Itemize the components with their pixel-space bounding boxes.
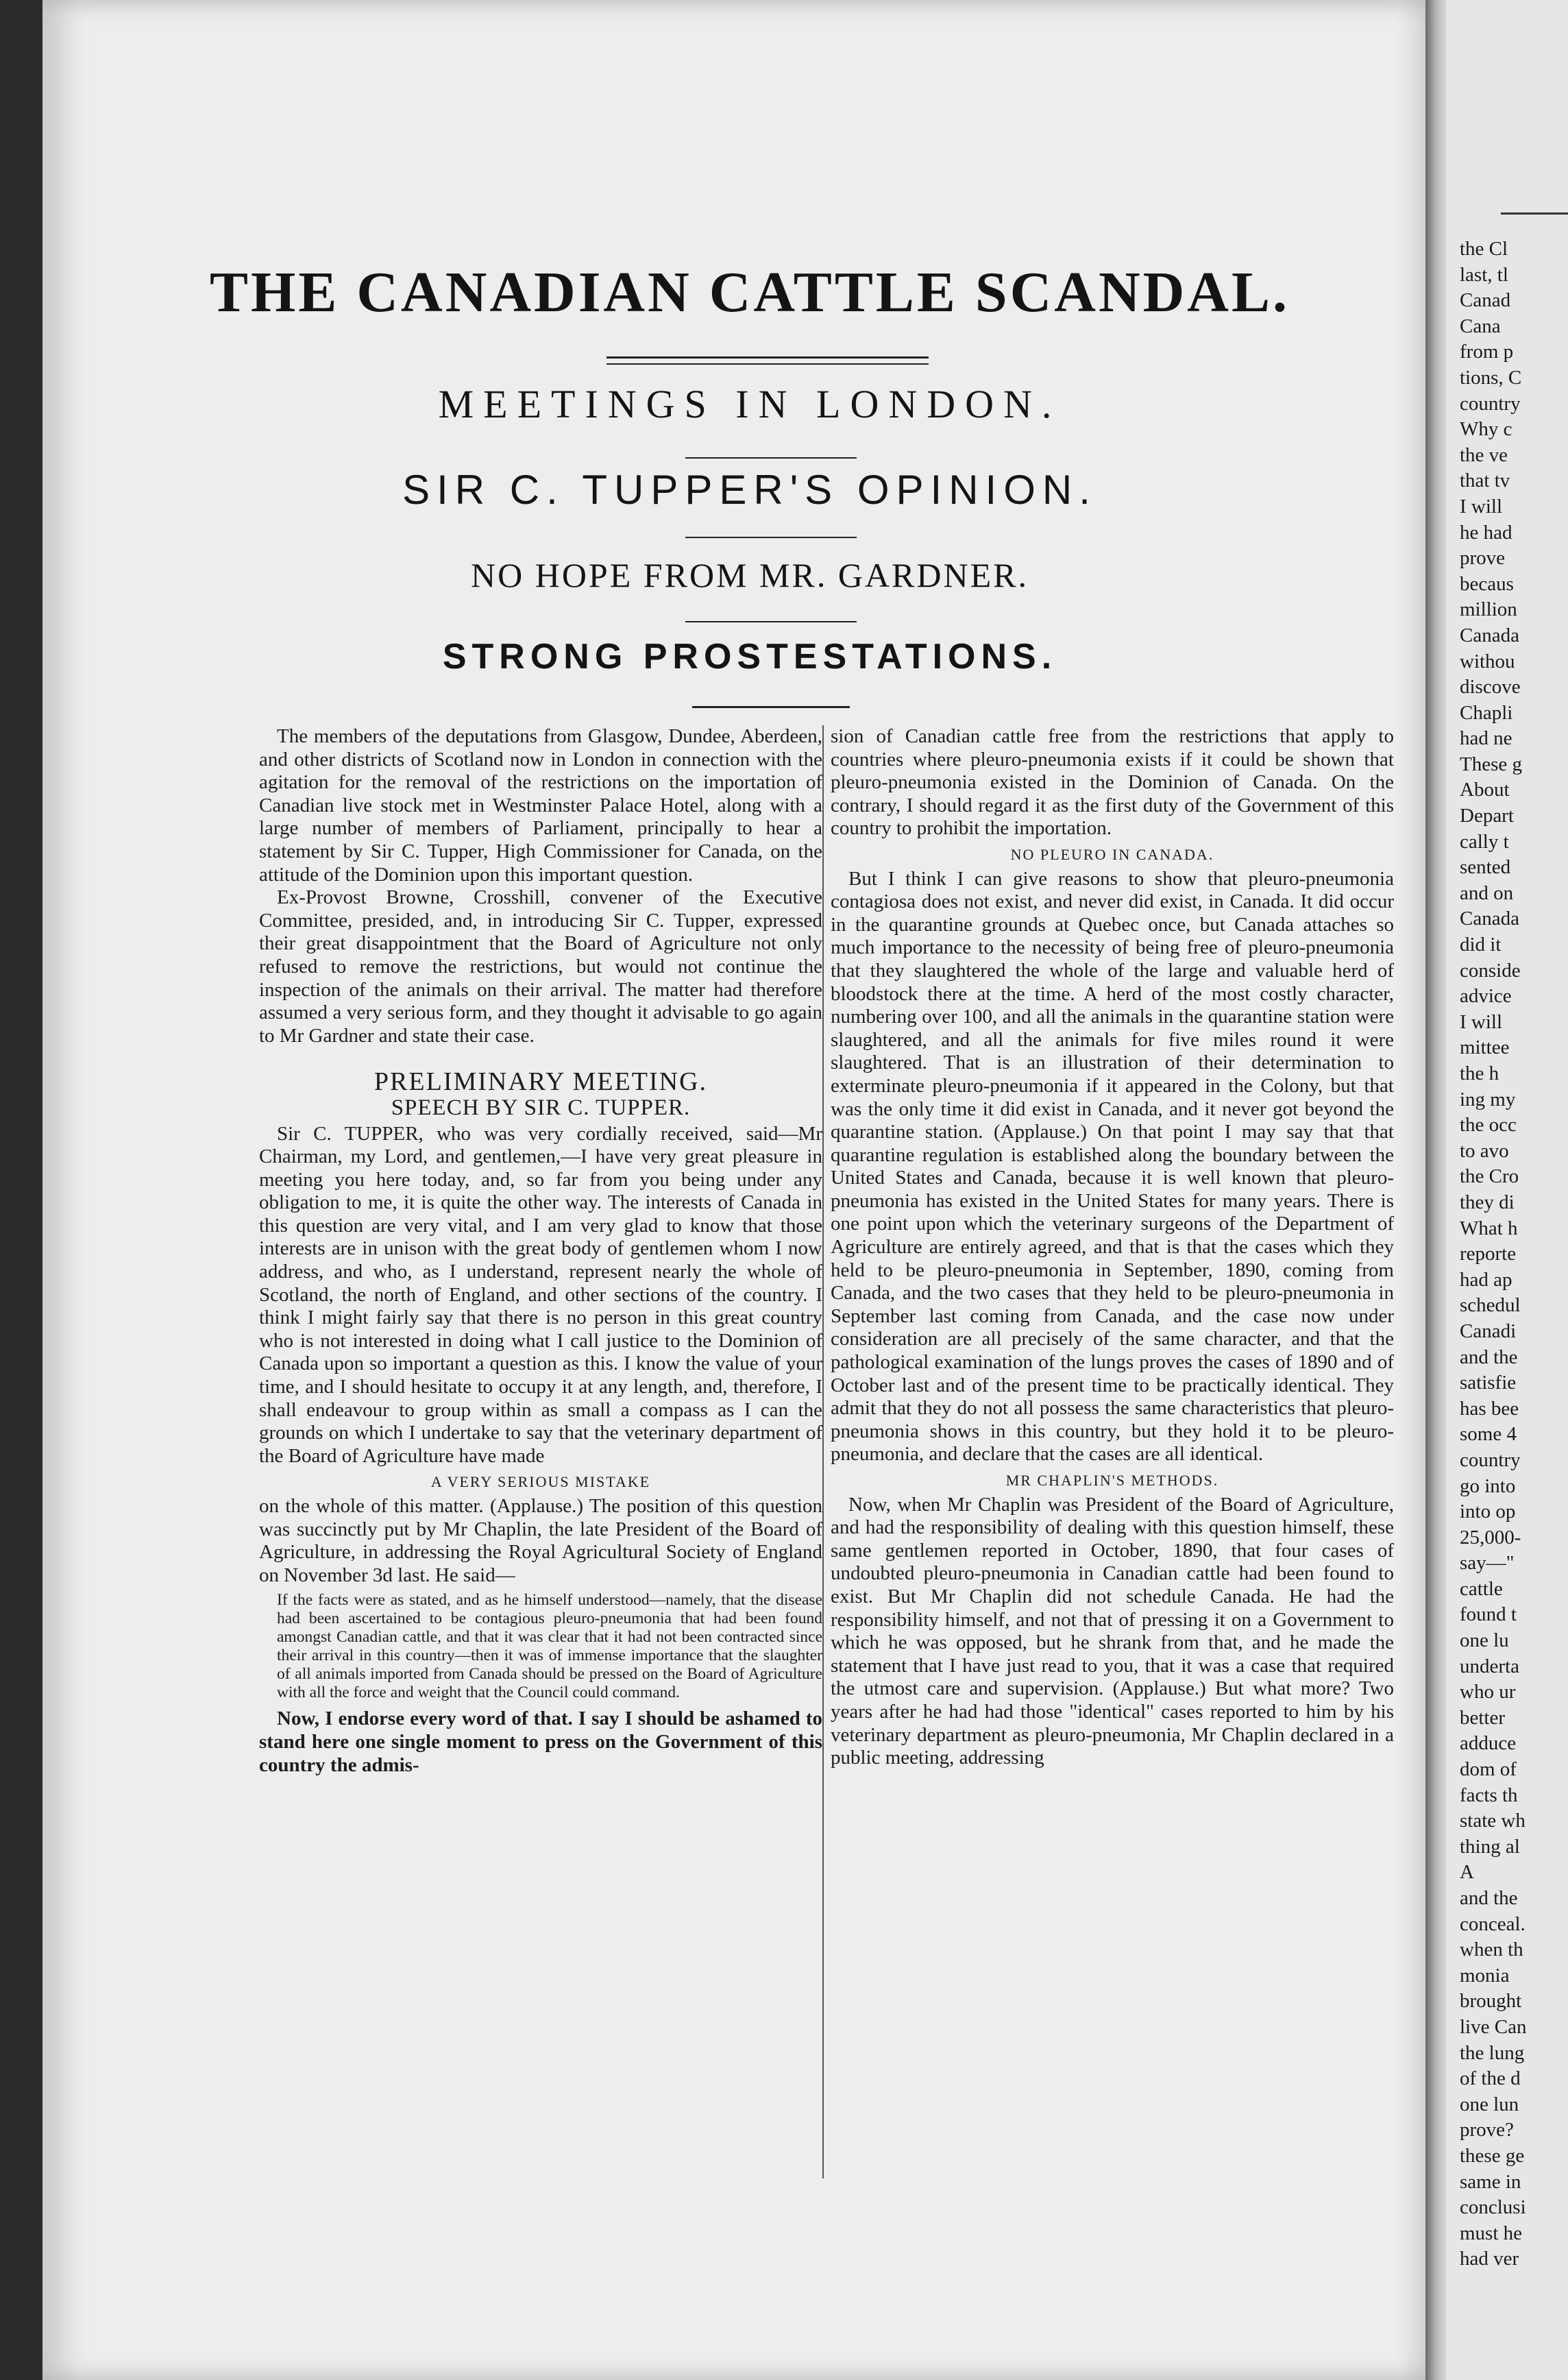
block-quote: If the facts were as stated, and as he himself understood—namely, that the disease had been ascertained to be contagious pleuro-pneumonia that had been found amongst Canadian cattle, and that it was clear that it had not been contracted since their arrival in this country—then it was of immense importance that the slaughter of all animals imported from Canada should be pressed on the Board of Agriculture with all the force and weight that the Council could command.	[277, 1591, 822, 1702]
adjacent-line: underta	[1460, 1655, 1519, 1677]
title-rule-1	[607, 356, 929, 359]
adjacent-line: country	[1460, 1448, 1521, 1471]
adjacent-line: facts th	[1460, 1784, 1518, 1806]
adjacent-line: must he	[1460, 2222, 1523, 2244]
rule-2	[685, 457, 857, 459]
adjacent-line: What h	[1460, 1217, 1518, 1239]
adjacent-line: About	[1460, 779, 1510, 801]
adjacent-line: prove?	[1460, 2119, 1514, 2141]
adjacent-line: state wh	[1460, 1810, 1526, 1832]
adjacent-line: when th	[1460, 1939, 1523, 1961]
adjacent-line: I will	[1460, 1010, 1503, 1033]
subsection-heading: A VERY SERIOUS MISTAKE	[430, 1473, 651, 1491]
adjacent-line: prove	[1460, 547, 1506, 570]
paragraph: But I think I can give reasons to show that pleuro-pneumonia contagiosa does not exist, and never did exist, in Canada. It did occur in the quarantine grounds at Quebec once, but Canada attaches so much importance to the necessity of being free of pleuro-pneumonia that they slaughtered the whole of the large and valuable herd of bloodstock there at the time. A herd of the most costly character, numbering over 100, and all the animals in the quarantine station were slaughtered, and all the animals for five miles round it were slaughtered. That is an illustration of their determination to exterminate pleuro-pneumonia if it appeared in the Colony, but that was the only time it did exist in Canada, and it never got beyond the quarantine station. (Applause.) On that point I may say that that quarantine regulation is established along the boundary between the United States and Canada, because it is well known that pleuro-pneumonia has existed in the United States for many years. There is one point upon which the veterinary surgeons of the Department of Agriculture are entirely agreed, and that is that the cases which they held to be pleuro-pneumonia in September, 1890, coming from Canada, and the two cases that they held to be pleuro-pneumonia in September last coming from Canada, and the case now under consideration are all precisely of the same character, and that the pathological examination of the lungs proves the cases of 1890 and of October last and of the present time to be practically identical. They admit that they do not all possess the same characteristics that pleuro-pneumonia shows in this country, but they hold it to be pleuro-pneumonia, and declare that the cases are all identical.	[831, 867, 1394, 1466]
adjacent-line: and the	[1460, 1887, 1518, 1909]
adjacent-line: to avo	[1460, 1139, 1509, 1162]
adjacent-line: 25,000-	[1460, 1526, 1521, 1549]
intro-paragraph: The members of the deputations from Glasgow, Dundee, Aberdeen, and other districts of Scotland now in London in connection with the agitation for the removal of the restrictions on the importation of Canadian live stock met in Westminster Palace Hotel, along with a large number of members of Parliament, principally to hear a statement by Sir C. Tupper, High Commissioner for Canada, on the attitude of the Dominion upon this important question.	[259, 725, 822, 886]
section-heading: PRELIMINARY MEETING.	[373, 1067, 708, 1097]
adjacent-line: Canad	[1460, 289, 1511, 312]
adjacent-line: Canadi	[1460, 1320, 1517, 1342]
adjacent-line: had ap	[1460, 1268, 1512, 1291]
adjacent-page-text	[1460, 236, 1568, 2272]
paragraph: Now, I endorse every word of that. I say I should be ashamed to stand here one single moment to press on the Government of this country the admis-	[259, 1708, 822, 1776]
adjacent-line: the occ	[1460, 1114, 1517, 1137]
adjacent-line: sented	[1460, 856, 1511, 879]
adjacent-line: becaus	[1460, 572, 1514, 595]
adjacent-line: satisfie	[1460, 1372, 1517, 1394]
adjacent-line: the lung	[1460, 2041, 1525, 2064]
adjacent-line: Canada	[1460, 908, 1519, 930]
adjacent-line: cattle	[1460, 1577, 1503, 1600]
paragraph: sion of Canadian cattle free from the restrictions that apply to countries where pleuro-pneumonia exists if it could be shown that pleuro-pneumonia existed in the Dominion of Canada. On the contrary, I should regard it as the first duty of the Government of this country to prohibit the importation.	[831, 725, 1394, 840]
adjacent-line: into op	[1460, 1501, 1516, 1523]
adjacent-line: better	[1460, 1706, 1506, 1729]
adjacent-line: who ur	[1460, 1681, 1516, 1703]
adjacent-line: live Can	[1460, 2015, 1527, 2038]
adjacent-line: same in	[1460, 2170, 1521, 2193]
subsection-heading: MR CHAPLIN'S METHODS.	[1005, 1472, 1219, 1489]
column-1	[259, 725, 822, 1777]
adjacent-line: thing al	[1460, 1835, 1520, 1858]
adjacent-line: brought	[1460, 1990, 1522, 2013]
adjacent-line: discove	[1460, 676, 1521, 699]
title-rule-2	[607, 363, 929, 365]
paragraph: on the whole of this matter. (Applause.) The position of this question was succinctly put by Mr Chaplin, the late President of the Board of Agriculture, in addressing the Royal Agricultural Society of England on November 3d last. He said—	[259, 1495, 822, 1586]
adjacent-line: schedul	[1460, 1294, 1521, 1317]
adjacent-line: say—"	[1460, 1552, 1515, 1575]
paragraph: Ex-Provost Browne, Crosshill, convener of the Executive Committee, presided, and, in introducing Sir C. Tupper, expressed their great disappointment that the Board of Agriculture not only refused to remove the restrictions, but would not continue the inspection of the animals on their arrival. The matter had therefore assumed a very serious form, and they thought it advisable to go again to Mr Gardner and state their case.	[259, 886, 822, 1047]
adjacent-line: last, tl	[1460, 263, 1508, 286]
adjacent-line: conclusi	[1460, 2196, 1526, 2219]
rule-3	[685, 537, 857, 538]
paragraph: Now, when Mr Chaplin was President of the Board of Agriculture, and had the responsibility of dealing with this question himself, these same gentlemen reported in October, 1890, that four cases of undoubted pleuro-pneumonia in Canadian cattle had been found to exist. But Mr Chaplin did not schedule Canada. He had the responsibility himself, and not that of pressing it on a Government to which he was opposed, but he shrank from that, and he made the statement that I have just read to you, that it was a case that required the utmost care and supervision. (Applause.) But what more? Two years after he had had those "identical" cases reported to him by his veterinary department as pleuro-pneumonia, Mr Chaplin declared in a public meeting, addressing	[831, 1493, 1394, 1769]
column-2	[831, 725, 1394, 1770]
column-divider	[822, 725, 824, 2178]
adjacent-line: I will	[1460, 495, 1503, 518]
adjacent-line: mittee	[1460, 1036, 1510, 1059]
adjacent-line: the ve	[1460, 444, 1508, 466]
adjacent-line: and on	[1460, 882, 1514, 904]
adjacent-line: These g	[1460, 753, 1522, 775]
adjacent-line: tions, C	[1460, 366, 1522, 389]
adjacent-line: that tv	[1460, 470, 1510, 492]
adjacent-page-strip	[1446, 0, 1568, 2380]
headline-title: THE CANADIAN CATTLE SCANDAL.	[210, 260, 1290, 324]
rule-4	[685, 621, 857, 622]
adjacent-line: did it	[1460, 934, 1502, 956]
adjacent-line: cally t	[1460, 830, 1509, 853]
adjacent-line: has bee	[1460, 1397, 1519, 1420]
adjacent-line: ing my	[1460, 1088, 1516, 1110]
headline-protestations: STRONG PROSTESTATIONS.	[442, 637, 1057, 677]
adjacent-line: from p	[1460, 341, 1514, 363]
adjacent-line: the Cro	[1460, 1165, 1519, 1188]
adjacent-line: reporte	[1460, 1243, 1517, 1265]
adjacent-line: and the	[1460, 1346, 1518, 1368]
adjacent-line: A	[1460, 1861, 1474, 1884]
adjacent-page-rule	[1501, 212, 1568, 215]
adjacent-line: found t	[1460, 1603, 1517, 1626]
adjacent-line: dom of	[1460, 1758, 1517, 1781]
adjacent-line: Cana	[1460, 315, 1501, 337]
adjacent-line: adduce	[1460, 1732, 1517, 1755]
adjacent-line: these ge	[1460, 2144, 1525, 2167]
binding-gutter	[1425, 0, 1446, 2380]
adjacent-line: go into	[1460, 1474, 1516, 1497]
adjacent-line: Canada	[1460, 624, 1519, 646]
adjacent-line: conceal.	[1460, 1912, 1526, 1935]
adjacent-line: million	[1460, 598, 1517, 621]
headline-gardner: NO HOPE FROM MR. GARDNER.	[471, 556, 1029, 594]
headline-meetings: MEETINGS IN LONDON.	[438, 382, 1062, 426]
adjacent-line: Depart	[1460, 805, 1514, 827]
paragraph: Sir C. TUPPER, who was very cordially received, said—Mr Chairman, my Lord, and gentlemen,—I have very great pleasure in meeting you here today, and, so far from you being under any obligation to me, it is quite the other way. The interests of Canada in this question are very vital, and I am very glad to know that those interests are in unison with the great body of gentlemen whom I now address, and who, as I understand, represent nearly the whole of Scotland, the north of England, and other sections of the country. I think I might fairly say that there is no person in this great country who is not interested in doing what I call justice to the Dominion of Canada upon so important a question as this. I know the value of your time, and I should hesitate to occupy it at any length, and, therefore, I shall endeavour to group within as small a compass as I can the grounds on which I undertake to say that the veterinary department of the Board of Agriculture have made	[259, 1122, 822, 1467]
adjacent-line: they di	[1460, 1191, 1515, 1213]
adjacent-line: had ne	[1460, 727, 1512, 750]
adjacent-line: the h	[1460, 1062, 1499, 1084]
adjacent-line: one lu	[1460, 1629, 1509, 1652]
adjacent-line: Chapli	[1460, 701, 1513, 724]
adjacent-line: of the d	[1460, 2067, 1521, 2090]
adjacent-line: withou	[1460, 650, 1515, 672]
adjacent-line: one lun	[1460, 2093, 1519, 2115]
adjacent-line: Why c	[1460, 418, 1512, 441]
adjacent-line: he had	[1460, 521, 1512, 544]
adjacent-line: some 4	[1460, 1423, 1517, 1446]
adjacent-line: country	[1460, 392, 1521, 415]
adjacent-line: the Cl	[1460, 238, 1508, 260]
headline-tupper: SIR C. TUPPER'S OPINION.	[402, 467, 1097, 513]
rule-5	[692, 706, 850, 708]
adjacent-line: conside	[1460, 959, 1521, 982]
section-subheading: SPEECH BY SIR C. TUPPER.	[391, 1095, 691, 1120]
adjacent-line: had ver	[1460, 2248, 1519, 2270]
adjacent-line: advice	[1460, 985, 1512, 1008]
adjacent-line: monia	[1460, 1964, 1510, 1987]
subsection-heading: NO PLEURO IN CANADA.	[1010, 845, 1214, 863]
